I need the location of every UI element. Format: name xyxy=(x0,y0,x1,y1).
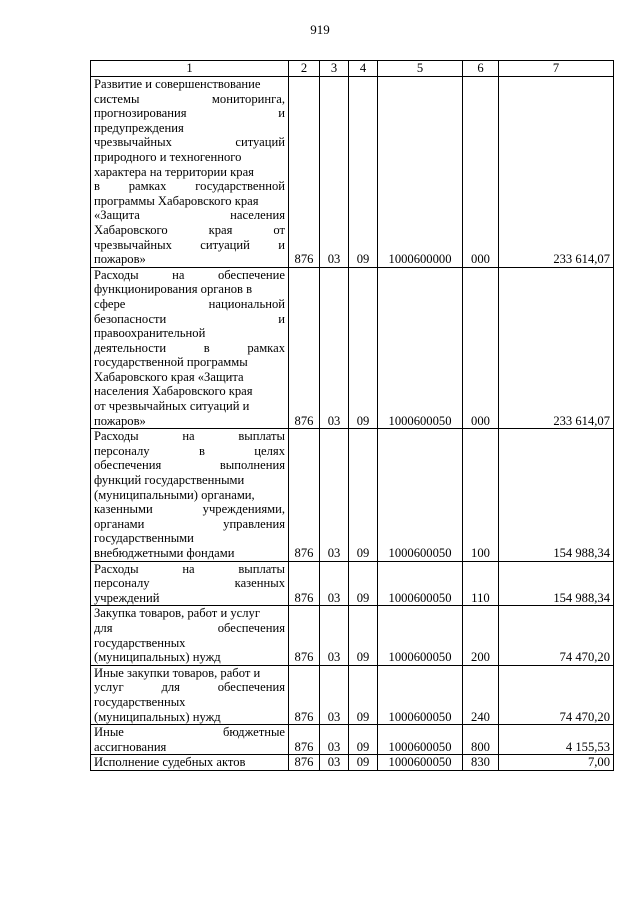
table-row xyxy=(91,561,614,606)
amount: 4 155,53 xyxy=(499,725,614,755)
description-line: Хабаровского края «Защита xyxy=(94,369,244,384)
target-article-code: 1000600050 xyxy=(378,267,463,429)
amount: 233 614,07 xyxy=(499,267,614,429)
subsection-code: 09 xyxy=(349,755,378,771)
target-article-code: 1000600050 xyxy=(378,665,463,724)
table-row xyxy=(91,429,614,561)
description-line: характера на территории края xyxy=(94,164,254,179)
table-row xyxy=(91,665,614,724)
description-line: Иные закупки товаров, работ и xyxy=(94,665,261,680)
description-line: внебюджетными фондами xyxy=(94,546,235,560)
description-line: от чрезвычайных ситуаций и xyxy=(94,399,250,414)
description-line: учреждений xyxy=(94,590,160,605)
amount: 233 614,07 xyxy=(499,77,614,268)
row-description xyxy=(91,665,289,724)
subsection-code: 09 xyxy=(349,267,378,429)
description-line: персоналу в целях xyxy=(94,443,285,458)
description-line: функционирования органов в xyxy=(94,282,253,297)
ministry-code: 876 xyxy=(289,561,320,606)
amount: 154 988,34 xyxy=(499,429,614,561)
description-line: казенными учреждениями, xyxy=(94,502,285,517)
description-line: (муниципальными) органами, xyxy=(94,487,255,502)
description-line: безопасности и xyxy=(94,311,285,326)
section-code: 03 xyxy=(320,267,349,429)
section-code: 03 xyxy=(320,665,349,724)
target-article-code: 1000600050 xyxy=(378,725,463,755)
ministry-code: 876 xyxy=(289,267,320,429)
ministry-code: 876 xyxy=(289,755,320,771)
section-code: 03 xyxy=(320,561,349,606)
section-code: 03 xyxy=(320,429,349,561)
row-description xyxy=(91,755,289,771)
amount: 7,00 xyxy=(499,755,614,771)
subsection-code: 09 xyxy=(349,77,378,268)
target-article-code: 1000600050 xyxy=(378,755,463,771)
row-description xyxy=(91,725,289,755)
description-line: Расходы на выплаты xyxy=(94,429,285,444)
ministry-code: 876 xyxy=(289,725,320,755)
ministry-code: 876 xyxy=(289,606,320,665)
section-code: 03 xyxy=(320,77,349,268)
description-line: сфере национальной xyxy=(94,296,285,311)
description-line: предупреждения xyxy=(94,120,184,135)
description-line: чрезвычайных ситуаций xyxy=(94,135,285,150)
description-line: для обеспечения xyxy=(94,620,285,635)
description-line: пожаров» xyxy=(94,252,146,267)
description-line: услуг для обеспечения xyxy=(94,680,285,695)
ministry-code: 876 xyxy=(289,429,320,561)
description-line: системы мониторинга, xyxy=(94,91,285,106)
description-line: «Защита населения xyxy=(94,208,285,223)
table-row xyxy=(91,77,614,268)
expense-type-code: 240 xyxy=(463,665,499,724)
description-line: правоохранительной xyxy=(94,326,206,341)
table-row xyxy=(91,606,614,665)
row-description xyxy=(91,561,289,606)
amount: 154 988,34 xyxy=(499,561,614,606)
amount: 74 470,20 xyxy=(499,606,614,665)
description-line: чрезвычайных ситуаций и xyxy=(94,237,285,252)
description-line: Расходы на выплаты xyxy=(94,561,285,576)
table-row xyxy=(91,755,614,771)
target-article-code: 1000600050 xyxy=(378,429,463,561)
subsection-code: 09 xyxy=(349,429,378,561)
amount: 74 470,20 xyxy=(499,665,614,724)
target-article-code: 1000600050 xyxy=(378,561,463,606)
subsection-code: 09 xyxy=(349,606,378,665)
table-row xyxy=(91,725,614,755)
description-line: программы Хабаровского края xyxy=(94,193,259,208)
subsection-code: 09 xyxy=(349,561,378,606)
expense-type-code: 000 xyxy=(463,267,499,429)
section-code: 03 xyxy=(320,755,349,771)
expense-type-code: 830 xyxy=(463,755,499,771)
description-line: функций государственными xyxy=(94,473,245,488)
description-line: пожаров» xyxy=(94,413,146,428)
row-description xyxy=(91,429,289,561)
row-description xyxy=(91,77,289,268)
description-line: государственными xyxy=(94,531,194,546)
column-header: 4 xyxy=(349,61,378,77)
column-header: 6 xyxy=(463,61,499,77)
description-line: прогнозирования и xyxy=(94,106,285,121)
row-description xyxy=(91,267,289,429)
column-header: 5 xyxy=(378,61,463,77)
description-line: Закупка товаров, работ и услуг xyxy=(94,606,260,621)
description-line: населения Хабаровского края xyxy=(94,384,253,399)
table-body xyxy=(91,77,614,771)
row-description xyxy=(91,606,289,665)
expense-type-code: 100 xyxy=(463,429,499,561)
description-line: органами управления xyxy=(94,516,285,531)
section-code: 03 xyxy=(320,606,349,665)
description-line: государственной программы xyxy=(94,355,248,370)
description-line: природного и техногенного xyxy=(94,149,242,164)
section-code: 03 xyxy=(320,725,349,755)
description-line: Расходы на обеспечение xyxy=(94,267,285,282)
expense-type-code: 800 xyxy=(463,725,499,755)
description-line: государственных xyxy=(94,694,186,709)
description-line: Развитие и совершенствование xyxy=(94,77,261,91)
description-line: (муниципальных) нужд xyxy=(94,650,221,665)
table-header-row xyxy=(91,61,614,77)
column-header: 7 xyxy=(499,61,614,77)
ministry-code: 876 xyxy=(289,665,320,724)
column-header: 2 xyxy=(289,61,320,77)
table-row xyxy=(91,267,614,429)
page-number: 919 xyxy=(310,22,330,37)
target-article-code: 1000600000 xyxy=(378,77,463,268)
description-line: Исполнение судебных актов xyxy=(94,755,246,770)
description-line: в рамках государственной xyxy=(94,179,285,194)
description-line: персоналу казенных xyxy=(94,576,285,591)
ministry-code: 876 xyxy=(289,77,320,268)
description-line: государственных xyxy=(94,635,186,650)
description-line: Иные бюджетные xyxy=(94,725,285,740)
description-line: ассигнования xyxy=(94,739,167,754)
description-line: обеспечения выполнения xyxy=(94,458,285,473)
column-header: 1 xyxy=(91,61,289,77)
description-line: деятельности в рамках xyxy=(94,340,285,355)
expense-type-code: 110 xyxy=(463,561,499,606)
target-article-code: 1000600050 xyxy=(378,606,463,665)
description-line: Хабаровского края от xyxy=(94,222,285,237)
column-header: 3 xyxy=(320,61,349,77)
expense-type-code: 200 xyxy=(463,606,499,665)
budget-table xyxy=(90,60,614,771)
expense-type-code: 000 xyxy=(463,77,499,268)
subsection-code: 09 xyxy=(349,725,378,755)
subsection-code: 09 xyxy=(349,665,378,724)
description-line: (муниципальных) нужд xyxy=(94,709,221,724)
